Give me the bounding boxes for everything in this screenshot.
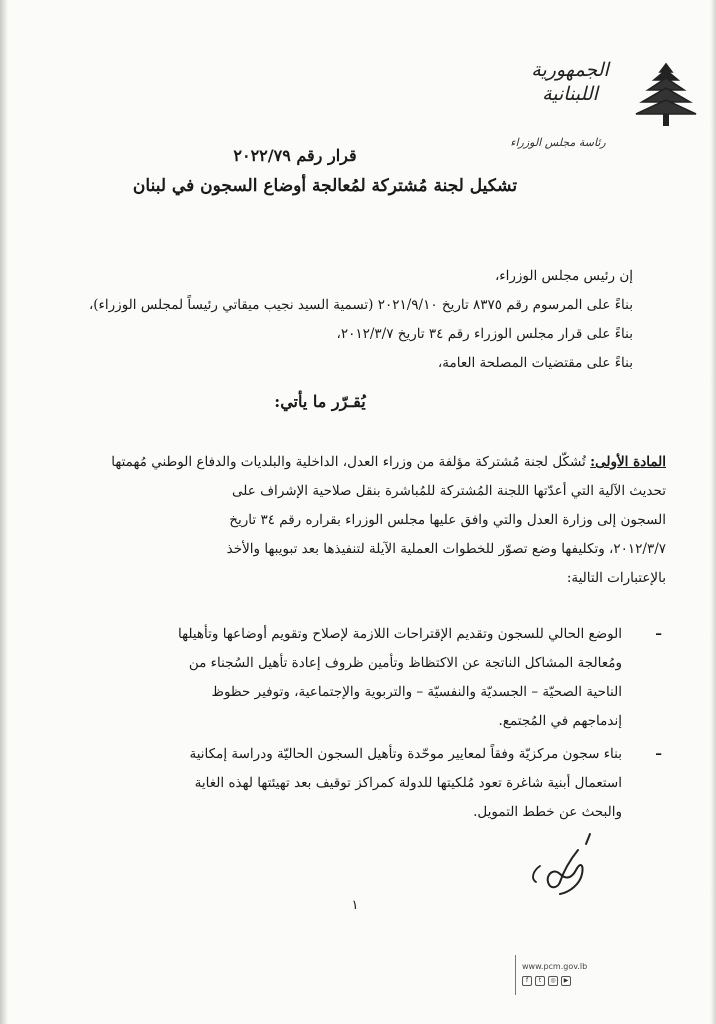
article-line: بالإعتبارات التالية: [566,570,666,586]
preamble-line: بناءً على المرسوم رقم ٨٣٧٥ تاريخ ٢٠٢١/٩/١٠ (تسمية السيد نجيب ميقاتي رئيساً لمجلس الوزراء)، [88,297,633,313]
twitter-icon: t [535,976,545,986]
article-first-line [106,448,666,477]
page-number: ١ [351,898,359,913]
list-item-line: والبحث عن خطط التمويل. [473,804,622,820]
list-item-line: ومُعالجة المشاكل الناتجة عن الاكتظاظ وتأمين ظروف إعادة تأهيل السُجناء من [188,655,622,671]
list-item-line: استعمال أبنية شاغرة تعود مُلكيتها للدولة كمراكز توقيف بعد تهيئتها لهذه الغاية [194,775,622,791]
preamble-line: بناءً على مقتضيات المصلحة العامة، [437,355,633,371]
list-item [106,620,666,736]
bullet-dash: – [655,626,662,642]
handwritten-signature [520,830,610,900]
facebook-icon: f [522,976,532,986]
footer-url: www.pcm.gov.lb [522,962,588,971]
article-line: تحديث الآلية التي أعدّتها اللجنة المُشتركة للمُباشرة بنقل صلاحية الإشراف على [232,483,666,499]
emblem-wordmark [522,58,618,106]
list-item-line: إندماجهم في المُجتمع. [498,713,622,729]
preamble [88,262,633,378]
list-item [106,740,666,827]
emblem-line1: الجمهورية [531,59,609,81]
considerations-list [106,620,666,827]
list-item-line: بناء سجون مركزيّة وفقاً لمعايير موحّدة وتأهيل السجون الحاليّة ودراسة إمكانية [189,746,622,762]
list-item-line: الوضع الحالي للسجون وتقديم الإقتراحات اللازمة لإصلاح وتقويم أوضاعها وتأهيلها [178,626,622,642]
footer-divider [515,955,516,995]
article-label: المادة الأولى: [590,454,666,470]
office-name: رئاسة مجلس الوزراء [510,136,606,149]
decision-title: تشكيل لجنة مُشتركة لمُعالجة أوضاع السجون في لبنان [132,176,518,196]
list-item-line: الناحية الصحيّة – الجسديّة والنفسيّة – والتربوية والإجتماعية، وتوفير حظوظ [211,684,622,700]
instagram-icon: ◎ [548,976,558,986]
article-1 [106,448,666,593]
article-line: ٢٠١٢/٣/٧، وتكليفها وضع تصوّر للخطوات العملية الآيلة لتنفيذها بعد تبويبها والأخذ [226,541,666,557]
bullet-dash: – [655,746,662,762]
preamble-line: بناءً على قرار مجلس الوزراء رقم ٣٤ تاريخ ٢٠١٢/٣/٧، [336,326,633,342]
preamble-line: إن رئيس مجلس الوزراء، [494,268,633,284]
article-line: السجون إلى وزارة العدل والتي وافق عليها مجلس الوزراء بقراره رقم ٣٤ تاريخ [229,512,666,528]
emblem-line2: اللبنانية [542,83,598,105]
youtube-icon: ▶ [561,976,571,986]
cedar-emblem-icon [630,58,702,130]
social-icons [522,976,571,986]
article-first-text: تُشكّل لجنة مُشتركة مؤلفة من وزراء العدل، الداخلية والبلديات والدفاع الوطني مُهمتها [111,454,586,470]
decision-number: قرار رقم ٢٠٢٢/٧٩ [233,146,357,165]
letterhead [502,40,702,160]
page-edge-shadow [0,0,8,1024]
decides-heading: يُقـرّر ما يأتي: [274,392,366,411]
page-edge-shadow-right [710,0,716,1024]
